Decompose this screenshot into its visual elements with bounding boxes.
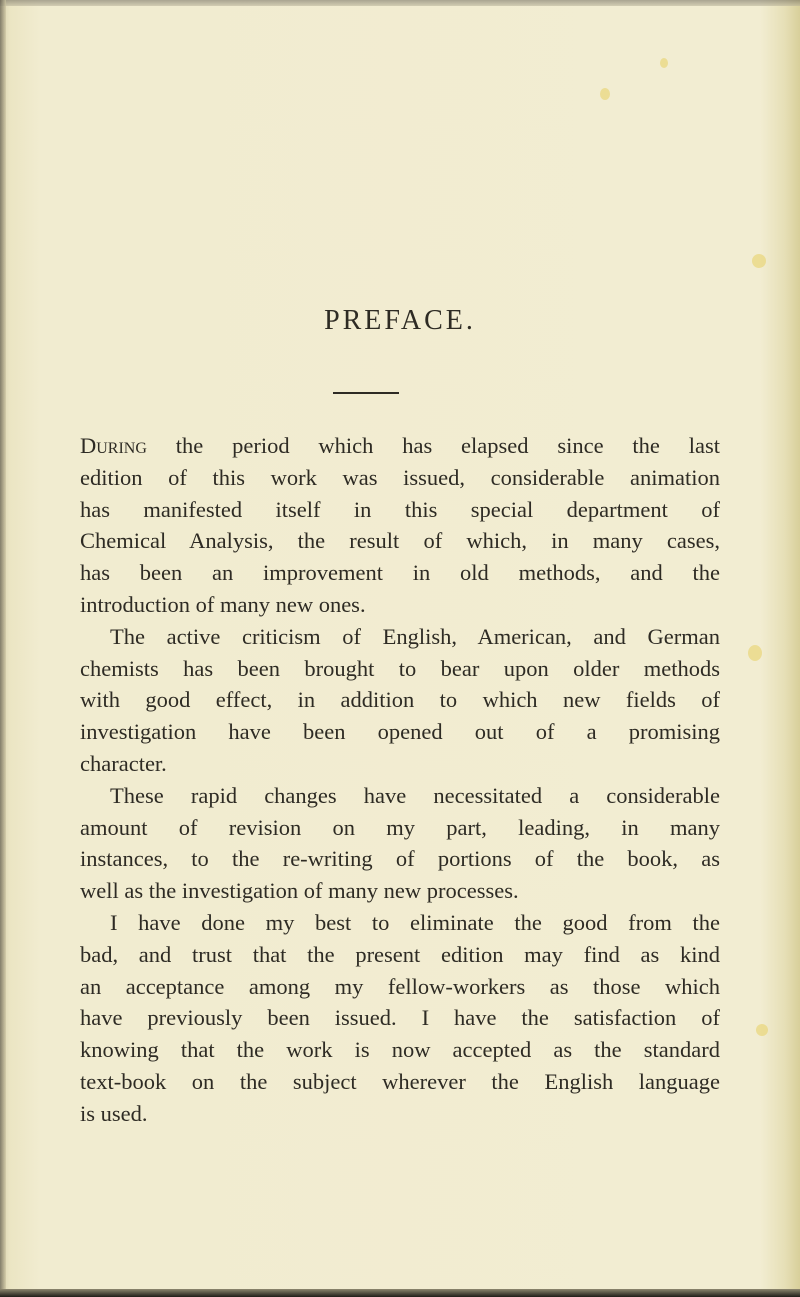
text-line: Chemical Analysis, the result of which, in many cases,: [80, 528, 720, 554]
text-line: [80, 430, 720, 462]
text-line-content: the period which has elapsed since the last: [175, 433, 720, 458]
text-line: knowing that the work is now accepted as the standard: [80, 1037, 720, 1063]
text-line: is used.: [80, 1100, 148, 1126]
lead-word: During: [80, 433, 147, 458]
text-line: chemists has been brought to bear upon older methods: [80, 655, 720, 681]
page-bottom-edge: [0, 1289, 800, 1297]
paper-stain: [752, 254, 766, 268]
paper-stain: [660, 58, 668, 68]
text-line: I have done my best to eliminate the good from the: [110, 909, 720, 935]
paragraph-4: [80, 907, 720, 1130]
text-line: text-book on the subject wherever the English language: [80, 1068, 720, 1094]
text-line: an acceptance among my fellow-workers as those which: [80, 973, 720, 999]
text-line: edition of this work was issued, considerable animation: [80, 464, 720, 490]
paper-stain: [748, 645, 762, 661]
text-line: These rapid changes have necessitated a considerable: [110, 782, 720, 808]
text-line: character.: [80, 750, 167, 776]
text-line: have previously been issued. I have the satisfaction of: [80, 1005, 720, 1031]
text-line: well as the investigation of many new processes.: [80, 878, 519, 904]
paper-stain: [600, 88, 610, 100]
text-line: has been an improvement in old methods, and the: [80, 560, 720, 586]
text-line: investigation have been opened out of a promising: [80, 719, 720, 745]
text-line: bad, and trust that the present edition may find as kind: [80, 941, 720, 967]
paragraph-1: [80, 430, 720, 621]
title-rule: [333, 392, 399, 394]
paragraph-3: [80, 780, 720, 907]
text-line: has manifested itself in this special department of: [80, 496, 720, 522]
page-top-edge: [0, 0, 800, 6]
paper-stain: [756, 1024, 768, 1036]
page-title: PREFACE.: [324, 305, 476, 336]
text-line: with good effect, in addition to which new fields of: [80, 687, 720, 713]
text-line: The active criticism of English, American, and German: [110, 623, 720, 649]
page-left-edge: [0, 0, 6, 1297]
text-line: introduction of many new ones.: [80, 591, 366, 617]
text-line: amount of revision on my part, leading, in many: [80, 814, 720, 840]
paragraph-2: [80, 621, 720, 780]
preface-body: [80, 430, 720, 1130]
text-line: instances, to the re-writing of portions of the book, as: [80, 846, 720, 872]
